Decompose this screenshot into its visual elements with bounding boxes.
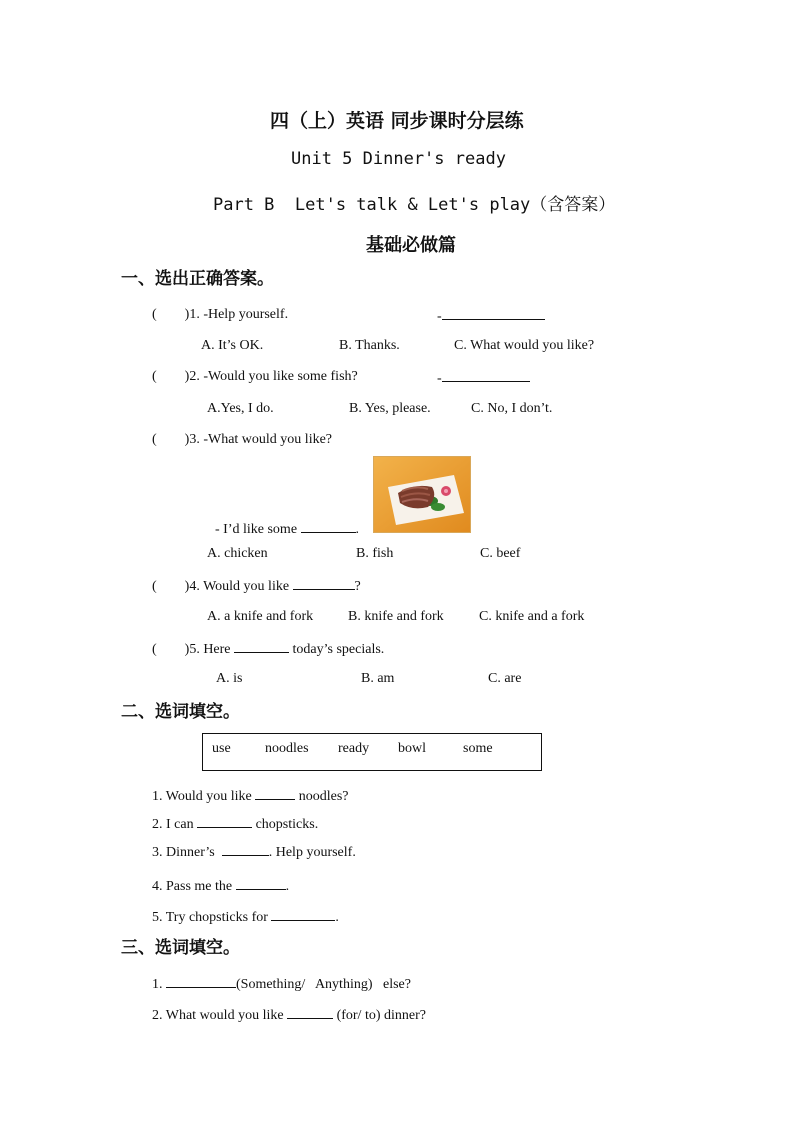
q5-option-c: C. are bbox=[488, 671, 522, 686]
q1-option-b: B. Thanks. bbox=[339, 338, 400, 353]
q1-stem: ( )1. -Help yourself. bbox=[152, 307, 289, 322]
level-title: 基础必做篇 bbox=[366, 235, 456, 256]
answer-blank bbox=[271, 908, 335, 921]
section2-heading: 二、选词填空。 bbox=[121, 702, 240, 722]
q3-option-a: A. chicken bbox=[207, 546, 268, 561]
answer-blank bbox=[255, 787, 295, 800]
word-bank-item: use bbox=[212, 741, 231, 756]
q2-option-b: B. Yes, please. bbox=[349, 401, 431, 416]
q5-stem: ( )5. Here today’s specials. bbox=[152, 642, 385, 657]
s2-item-5: 5. Try chopsticks for . bbox=[152, 910, 339, 925]
answer-blank bbox=[222, 843, 269, 856]
answer-blank bbox=[166, 975, 236, 988]
q5-option-b: B. am bbox=[361, 671, 395, 686]
s2-item-4: 4. Pass me the . bbox=[152, 879, 290, 894]
q5-option-a: A. is bbox=[216, 671, 243, 686]
answer-blank bbox=[442, 307, 545, 320]
q3-option-c: C. beef bbox=[480, 546, 521, 561]
section3-heading: 三、选词填空。 bbox=[121, 938, 240, 958]
answer-blank bbox=[234, 640, 289, 653]
s3-item-1: 1. (Something/ Anything) else? bbox=[152, 977, 411, 992]
word-bank-item: noodles bbox=[265, 741, 309, 756]
beef-plate-photo bbox=[373, 456, 471, 533]
s3-item-2: 2. What would you like (for/ to) dinner? bbox=[152, 1008, 426, 1023]
q2-stem: ( )2. -Would you like some fish? bbox=[152, 369, 358, 384]
word-bank-item: bowl bbox=[398, 741, 426, 756]
beef-plate-icon bbox=[374, 457, 471, 533]
answer-blank bbox=[301, 520, 356, 533]
q2-option-a: A.Yes, I do. bbox=[207, 401, 274, 416]
s2-item-3: 3. Dinner’s . Help yourself. bbox=[152, 845, 356, 860]
q4-option-b: B. knife and fork bbox=[348, 609, 444, 624]
q3-option-b: B. fish bbox=[356, 546, 394, 561]
s2-item-1: 1. Would you like noodles? bbox=[152, 789, 349, 804]
q4-option-a: A. a knife and fork bbox=[207, 609, 314, 624]
q1-answer-line: - bbox=[437, 307, 545, 325]
unit-title: Unit 5 Dinner's ready bbox=[291, 149, 506, 169]
worksheet-title: 四（上）英语 同步课时分层练 bbox=[270, 110, 524, 132]
word-bank-item: some bbox=[463, 741, 493, 756]
answer-blank bbox=[236, 877, 286, 890]
answer-blank bbox=[293, 577, 355, 590]
q1-option-c: C. What would you like? bbox=[454, 338, 595, 353]
q4-option-c: C. knife and a fork bbox=[479, 609, 585, 624]
answer-blank bbox=[197, 815, 252, 828]
q1-option-a: A. It’s OK. bbox=[201, 338, 264, 353]
answer-blank bbox=[287, 1006, 333, 1019]
word-bank-item: ready bbox=[338, 741, 370, 756]
q4-stem: ( )4. Would you like ? bbox=[152, 579, 361, 594]
s2-item-2: 2. I can chopsticks. bbox=[152, 817, 319, 832]
q2-option-c: C. No, I don’t. bbox=[471, 401, 553, 416]
part-title: Part B Let's talk & Let's play（含答案） bbox=[213, 195, 616, 215]
answer-blank bbox=[442, 369, 530, 382]
q3-answer-line: - I’d like some . bbox=[215, 522, 360, 537]
section1-heading: 一、选出正确答案。 bbox=[121, 269, 274, 289]
q3-stem: ( )3. -What would you like? bbox=[152, 432, 333, 447]
q2-answer-line: - bbox=[437, 369, 530, 387]
